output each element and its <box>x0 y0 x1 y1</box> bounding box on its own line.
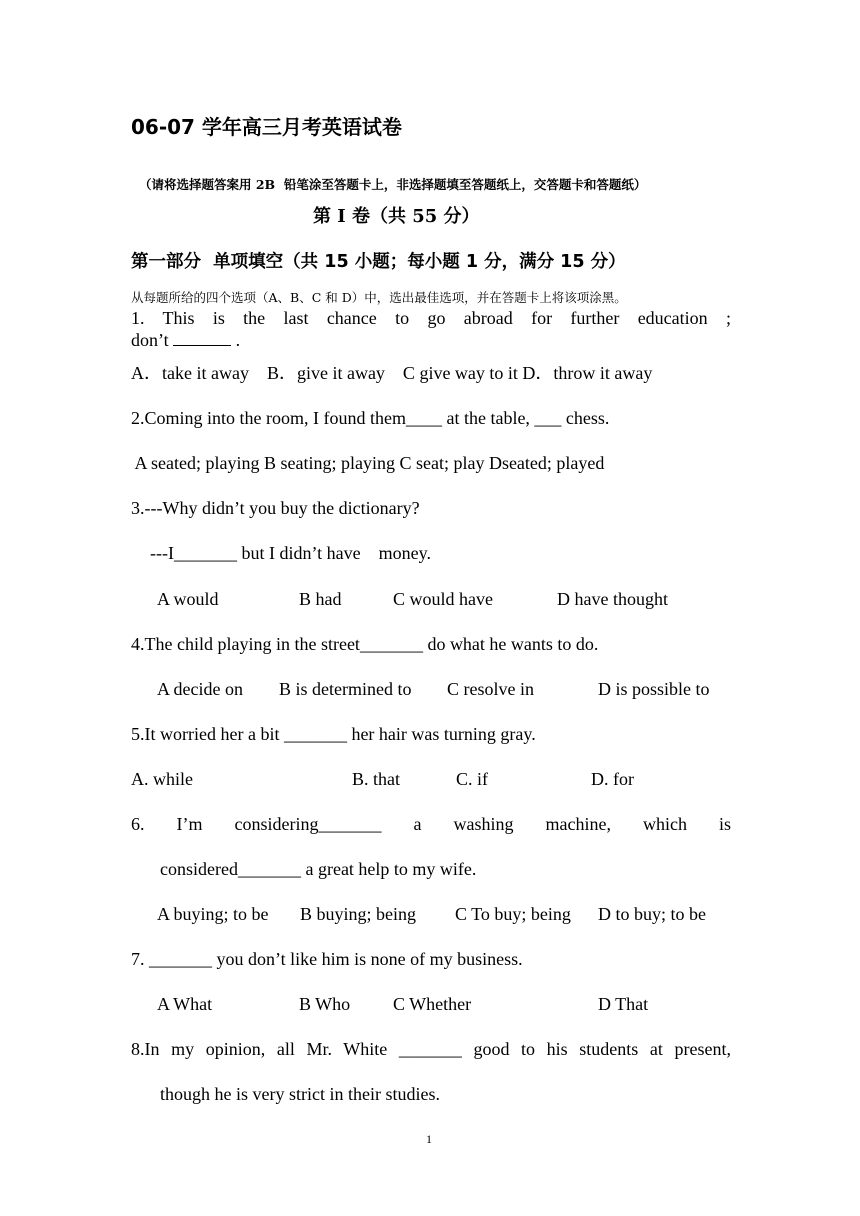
q8-stem-line2: though he is very strict in their studies. <box>160 1084 440 1104</box>
q7-stem: 7. _______ you don’t like him is none of my business. <box>131 949 523 969</box>
q8-stem-line1: 8.In my opinion, all Mr. White _______ good to his students at present, <box>131 1039 731 1059</box>
q2-stem: 2.Coming into the room, I found them____ at the table, ___ chess. <box>131 408 610 428</box>
q3-option-b: B had <box>299 589 342 609</box>
q6-stem-line1: 6. I’m considering_______ a washing machine, which is <box>131 814 731 834</box>
q3-stem: 3.---Why didn’t you buy the dictionary? <box>131 498 420 518</box>
q5-stem: 5.It worried her a bit _______ her hair was turning gray. <box>131 724 536 744</box>
volume-heading: 第 I 卷（共 55 分） <box>313 206 480 227</box>
q1-blank <box>173 329 231 346</box>
q7-option-c: C Whether <box>393 994 472 1014</box>
q4-option-c: C resolve in <box>447 679 534 699</box>
q5-option-b: B. that <box>352 769 400 789</box>
q4-option-d: D is possible to <box>598 679 710 699</box>
part1-instruction: 从每题所给的四个选项（A、B、C 和 D）中，选出最佳选项，并在答题卡上将该项涂黑。 <box>131 290 627 305</box>
q6-option-a: A buying; to be <box>157 904 269 924</box>
q4-stem: 4.The child playing in the street_______ do what he wants to do. <box>131 634 599 654</box>
part1-heading: 第一部分 单项填空（共 15 小题；每小题 1 分，满分 15 分） <box>131 252 626 272</box>
q5-option-a: A. while <box>131 769 193 789</box>
q5-option-c: C. if <box>456 769 489 789</box>
q2-options: A seated; playing B seating; playing C seat; play Dseated; played <box>131 453 605 473</box>
page-number: 1 <box>426 1132 432 1146</box>
q1-stem-prefix: don’t <box>131 330 174 350</box>
q3-option-c: C would have <box>393 589 493 609</box>
q6-option-b: B buying; being <box>300 904 416 924</box>
q1-stem-suffix: . <box>231 330 241 350</box>
exam-title: 06-07 学年高三月考英语试卷 <box>131 115 402 139</box>
q3-reply: ---I_______ but I didn’t have money. <box>150 543 431 563</box>
q7-option-d: D That <box>598 994 649 1014</box>
q5-option-d: D. for <box>591 769 634 789</box>
q7-option-b: B Who <box>299 994 351 1014</box>
q4-option-b: B is determined to <box>279 679 412 699</box>
q1-stem-line2 <box>131 329 240 351</box>
q1-stem-line1: 1. This is the last chance to go abroad for further education ; <box>131 308 731 328</box>
q4-option-a: A decide on <box>157 679 243 699</box>
q6-stem-line2: considered_______ a great help to my wife. <box>160 859 477 879</box>
answer-instructions: （请将选择题答案用 2B 铅笔涂至答题卡上，非选择题填至答题纸上，交答题卡和答题纸） <box>139 177 647 192</box>
q3-option-d: D have thought <box>557 589 668 609</box>
q6-option-d: D to buy; to be <box>598 904 706 924</box>
q6-option-c: C To buy; being <box>455 904 571 924</box>
q7-option-a: A What <box>157 994 213 1014</box>
q3-option-a: A would <box>157 589 219 609</box>
q1-options: A．take it away B．give it away C give way to it D．throw it away <box>131 363 653 383</box>
